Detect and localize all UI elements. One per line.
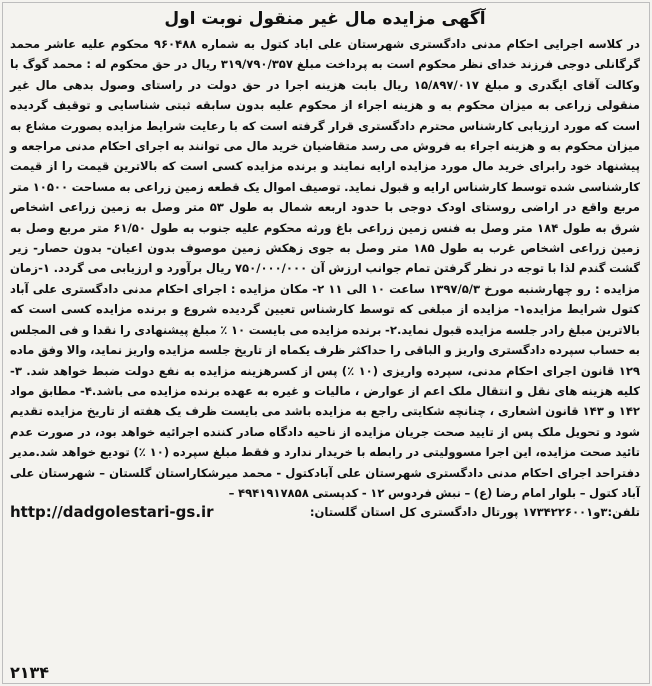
notice-body: در کلاسه اجرایی احکام مدنی دادگستری شهرستان علی اباد کتول به شماره ۹۶۰۴۸۸ محکوم علیه عاشر محمد گرگانلی دوجی فرزند خدای نظر محکوم است به پرداخت مبلغ ۳۱۹/۷۹۰/۳۵۷ ریال در حق محکوم له : محمد گوگ با وکالت آقای ایگدری و مبلغ ۱۵/۸۹۷/۰۱۷ ریال بابت هزینه اجرا در حق دولت در راستای وصول بدهی مال غیر منقولی زراعی به میزان محکوم به و هزینه اجراء از محکوم علیه بدون سابقه ثبتی شناسایی و توقیف گردیده است که مورد ارزیابی کارشناس محترم دادگستری قرار گرفته است که با رعایت شرایط مزایده بصورت مشاع به میزان محکوم به و هزینه اجراء به فروش می رسد متقاضیان خرید مال می توانند به اجرای احکام مدنی مراجعه و پیشنهاد خود رابرای خرید مال مورد مزایده ارایه نمایند و برنده مزایده کسی است که بالاترین قیمت را از قیمت کارشناسی شده توسط کارشناس ارایه و قبول نماید. توصیف اموال یک قطعه زمین زراعی به مساحت ۱۰۵۰۰ متر مربع واقع در اراضی روستای اودک دوجی با حدود اربعه شمال به طول ۵۳ متر وصل به زمین زراعی اشخاص شرق به طول ۱۸۴ متر وصل به فنس زمین زراعی باغ ورثه محکوم علیه جنوب به طول ۶۱/۵۰ متر مربع وصل به زمین زراعی اشخاص غرب به طول ۱۸۵ متر وصل به جوی زهکش زمین موصوف بدون اعیان- بدون حصار- زیر گشت گندم لذا با توجه در نظر گرفتن تمام جوانب ارزش آن ۷۵۰/۰۰۰/۰۰۰ ریال برآورد و ارزیابی می گردد. ۱-زمان مزایده : رو چهارشنبه مورخ ۱۳۹۷/۵/۳ ساعت ۱۰ الی ۱۱ ۲- مکان مزایده : اجرای احکام مدنی دادگستری علی آباد کتول شرایط مزایده۱- مزایده از مبلغی که توسط کارشناس تعیین گردیده شروع و برنده مزایده کسی است که بالاترین مبلغ رادر جلسه مزایده قبول نماید.۲- برنده مزایده می بایست ۱۰ ٪ مبلغ پیشنهادی را نقدا و فی المجلس به حساب سپرده دادگستری واریز و الباقی را حداکثر ظرف یکماه از تاریخ جلسه مزایده واریز نماید، والا وفق ماده ۱۲۹ قانون اجرای احکام مدنی، سپرده واریزی (۱۰ ٪) پس از کسرهزینه مزایده به نفع دولت ضبط خواهد شد. ۳- کلیه هزینه های نقل و انتقال ملک اعم از عوارض ، مالیات و غیره به عهده برنده مزایده می باشد.۴- مطابق مواد ۱۴۲ و ۱۴۳ قانون اشعاری ، چنانچه شکایتی راجع به مزایده باشد می بایست ظرف یک هفته از تاریخ مزایده تقدیم شود و تحویل ملک پس از تایید صحت جریان مزایده از ناحیه دادگاه صادر کننده اجرائیه خواهد بود، در صورت عدم تائید صحت مزایده، این اجرا مسوولیتی در رابطه با خریدار ندارد و فقط مبلغ سپرده (۱۰ ٪) تودیع خواهد شد.مدیر دفتراحد اجرای احکام مدنی دادگستری شهرستان علی آبادکتول - محمد میرشکاراستان گلستان – شهرستان علی آباد کتول – بلوار امام رضا (ع) – نبش فردوس ۱۲ - کدپستی ۴۹۴۱۹۱۷۸۵۸ – — [10, 37, 641, 500]
notice-title: آگهی مزایده مال غیر منقول نوبت اول — [164, 9, 486, 29]
portal-url-link[interactable]: http://dadgolestari-gs.ir — [10, 503, 214, 522]
notice-code: ۲۱۳۴ — [10, 663, 50, 682]
notice-border — [2, 2, 650, 684]
footer-contact: تلفن:۳و۱۷۳۴۲۲۶۰۰۱ پورتال دادگستری کل استان گلستان: — [309, 505, 640, 520]
